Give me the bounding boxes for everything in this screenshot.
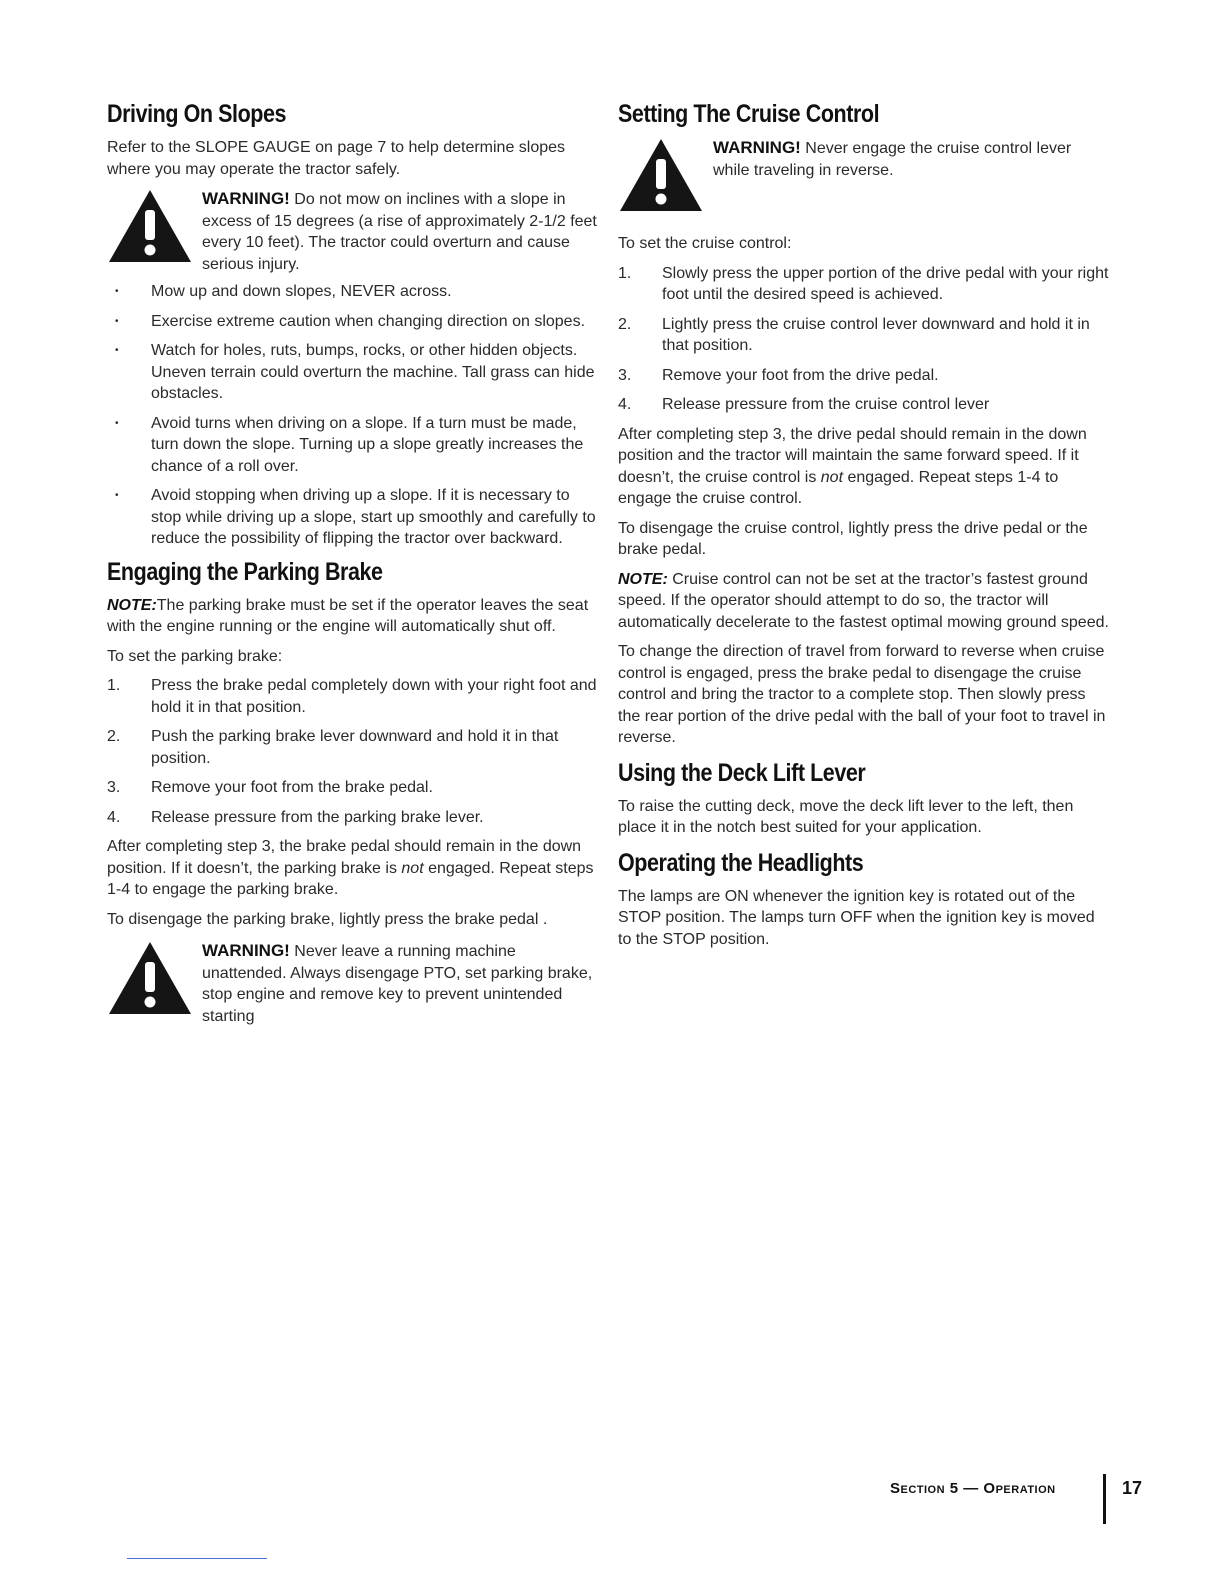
list-item: 3. Remove your foot from the drive pedal. (618, 366, 939, 384)
page-footer (890, 1474, 1150, 1524)
cruise-steps (618, 263, 1110, 416)
heading-headlights: Operating the Headlights (618, 848, 864, 877)
warning-triangle-icon (107, 188, 193, 264)
cruise-disengage: To disengage the cruise control, lightly press the drive pedal or the brake pedal. (618, 519, 1088, 558)
warning-label: WARNING! (713, 138, 801, 157)
scan-artifact-line (127, 1558, 267, 1559)
note-label: NOTE: (618, 570, 668, 588)
slopes-intro: Refer to the SLOPE GAUGE on page 7 to help determine slopes where you may operate the tractor safely. (107, 139, 566, 178)
heading-parking-brake: Engaging the Parking Brake (107, 557, 383, 586)
cruise-warning (618, 137, 1110, 223)
list-item: 1. Press the brake pedal completely down with your right foot and hold it in that position. (107, 677, 597, 716)
note-label: NOTE: (107, 596, 157, 614)
note-text: The parking brake must be set if the operator leaves the seat with the engine running or the engine will automatically shut off. (107, 596, 589, 635)
cruise-lead: To set the cruise control: (618, 235, 792, 252)
warning-label: WARNING! (202, 189, 290, 208)
brake-disengage: To disengage the parking brake, lightly press the brake pedal . (107, 910, 548, 928)
brake-lead: To set the parking brake: (107, 647, 283, 665)
brake-warning (107, 940, 599, 1027)
warning-text: Never engage the cruise control lever while traveling in reverse. (713, 140, 1072, 179)
warning-text: Never leave a running machine unattended. Always disengage PTO, set parking brake, stop engine and remove key to prevent unintended starting (202, 943, 593, 1025)
slopes-warning (107, 188, 599, 275)
list-item: • Avoid turns when driving on a slope. If a turn must be made, turn down the slope. Turning up a slope greatly increases the chance of a roll over. (107, 413, 599, 478)
list-item: • Exercise extreme caution when changing direction on slopes. (107, 311, 599, 333)
list-item: • Mow up and down slopes, NEVER across. (107, 281, 599, 303)
warning-text: Do not mow on inclines with a slope in excess of 15 degrees (a rise of approximately 2-1/2 feet every 10 feet). The tractor could overturn and cause serious injury. (202, 191, 597, 273)
cruise-reverse: To change the direction of travel from forward to reverse when cruise control is engaged, press the brake pedal to disengage the cruise control and bring the tractor to a complete stop. Then slowly press the rear portion of the drive pedal with the ball of your foot to travel in reverse. (618, 643, 1106, 746)
slopes-bullet-list (107, 281, 599, 550)
warning-triangle-icon (618, 137, 704, 213)
list-item: 4. Release pressure from the parking brake lever. (107, 808, 484, 826)
deck-text: To raise the cutting deck, move the deck lift lever to the left, then place it in the notch best suited for your application. (618, 797, 1074, 836)
list-item: 1. Slowly press the upper portion of the drive pedal with your right foot until the desired speed is achieved. (618, 264, 1109, 303)
list-item: • Watch for holes, ruts, bumps, rocks, or other hidden objects. Uneven terrain could overturn the machine. Tall grass can hide obstacles. (107, 340, 599, 405)
section-label: Section 5 — Operation (890, 1480, 1056, 1497)
left-column (107, 100, 599, 1033)
heading-cruise-control: Setting The Cruise Control (618, 100, 880, 128)
heading-driving-on-slopes: Driving On Slopes (107, 100, 287, 128)
cruise-note (618, 569, 1110, 634)
list-item: 2. Push the parking brake lever downward and hold it in that position. (107, 728, 559, 767)
headlights-text: The lamps are ON whenever the ignition key is rotated out of the STOP position. The lamps turn OFF when the ignition key is moved to the STOP position. (618, 887, 1095, 948)
list-item: 2. Lightly press the cruise control lever downward and hold it in that position. (618, 315, 1090, 354)
heading-deck-lift: Using the Deck Lift Lever (618, 758, 866, 787)
brake-steps (107, 675, 599, 828)
footer-divider (1103, 1474, 1106, 1524)
list-item: 3. Remove your foot from the brake pedal. (107, 779, 433, 796)
note-text: Cruise control can not be set at the tractor’s fastest ground speed. If the operator should attempt to do so, the tractor will automatically decelerate to the fastest optimal mowing ground speed. (618, 570, 1109, 631)
warning-label: WARNING! (202, 941, 290, 960)
right-column (618, 100, 1110, 958)
list-item: • Avoid stopping when driving up a slope. If it is necessary to stop while driving up a slope, start up smoothly and carefully to reduce the possibility of flipping the tractor over backward. (107, 485, 599, 550)
list-item: 4. Release pressure from the cruise control lever (618, 396, 990, 413)
cruise-after: After completing step 3, the drive pedal should remain in the down position and the tractor will maintain the same forward speed. If it doesn’t, the cruise control is not engaged. Repeat steps 1-4 to engage the cruise control. (618, 425, 1087, 507)
page-number: 17 (1122, 1478, 1143, 1498)
warning-triangle-icon (107, 940, 193, 1016)
brake-note (107, 595, 599, 638)
brake-after: After completing step 3, the brake pedal should remain in the down position. If it doesn’t, the parking brake is not engaged. Repeat steps 1-4 to engage the parking brake. (107, 838, 594, 898)
